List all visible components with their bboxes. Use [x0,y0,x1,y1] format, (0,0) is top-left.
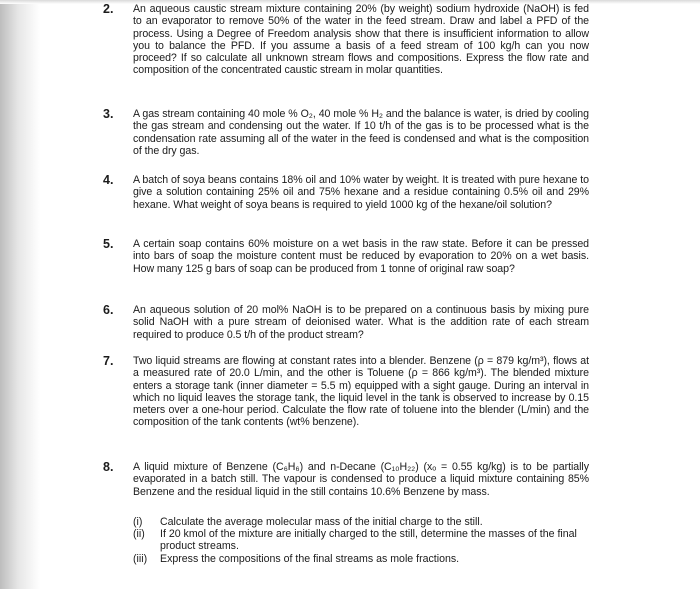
question-text: An aqueous solution of 20 mol% NaOH is to be prepared on a continuous basis by mixing pure solid NaOH with a pure stream of deionised water. What is the addition rate of each stream required to produce 0.5 t/h of the product stream? [133,304,589,341]
question-number: 6. [103,303,114,317]
subpart-marker: (ii) [133,528,145,540]
question-text: A certain soap contains 60% moisture on a wet basis in the raw state. Before it can be pressed into bars of soap the moisture content must be reduced by evaporation to 20% on a wet basis. How many 125 g bars of soap can be produced from 1 tonne of original raw soap? [133,238,589,275]
question-number: 5. [103,237,114,251]
subpart-marker: (i) [133,516,143,528]
question-number: 8. [103,460,114,474]
question-number: 3. [103,107,114,121]
question-text: Two liquid streams are flowing at constant rates into a blender. Benzene (ρ = 879 kg/m³), flows at a measured rate of 20.0 L/min, and the other is Toluene (ρ = 866 kg/m³). The blended mixture enters a storage tank (inner diameter = 5.5 m) equipped with a sight gauge. During an interval in which no liquid leaves the storage tank, the liquid level in the tank is observed to increase by 0.15 meters over a one-hour period. Calculate the flow rate of toluene into the blender (L/min) and the composition of the tank contents (wt% benzene). [133,355,589,429]
question-text: A gas stream containing 40 mole % O₂, 40 mole % H₂ and the balance is water, is dried by cooling the gas stream and condensing out the water. If 10 t/h of the gas is to be processed what is the condensation rate assuming all of the water in the feed is condensed and what is the composition of the dry gas. [133,108,589,157]
question-text: An aqueous caustic stream mixture containing 20% (by weight) sodium hydroxide (NaOH) is fed to an evaporator to remove 50% of the water in the feed stream. Draw and label a PFD of the process. Using a Degree of Freedom analysis show that there is insufficient information to allow you to balance the PFD. If you assume a basis of a feed stream of 100 kg/h can you now proceed? If so calculate all unknown stream flows and compositions. Express the flow rate and composition of the concentrated caustic stream in molar quantities. [133,3,589,77]
page-edge-shadow [0,0,40,589]
subpart-text: If 20 kmol of the mixture are initially charged to the still, determine the masses of the final product streams. [160,528,577,553]
subpart-text: Express the compositions of the final streams as mole fractions. [160,553,460,565]
question-number: 7. [103,354,114,368]
question-text: A liquid mixture of Benzene (C₆H₆) and n-Decane (C₁₀H₂₂) (xₒ = 0.55 kg/kg) is to be partially evaporated in a batch still. The vapour is condensed to produce a liquid mixture containing 85% Benzene and the residual liquid in the still contains 10.6% Benzene by mass. [133,461,589,498]
question-number: 2. [103,2,114,16]
subpart-marker: (iii) [133,553,148,565]
question-number: 4. [103,173,114,187]
subpart-text: Calculate the average molecular mass of the initial charge to the still. [160,516,483,528]
question-text: A batch of soya beans contains 18% oil and 10% water by weight. It is treated with pure hexane to give a solution containing 25% oil and 75% hexane and a residue containing 0.5% oil and 29% hexane. What weight of soya beans is required to yield 1000 kg of the hexane/oil solution? [133,174,589,211]
